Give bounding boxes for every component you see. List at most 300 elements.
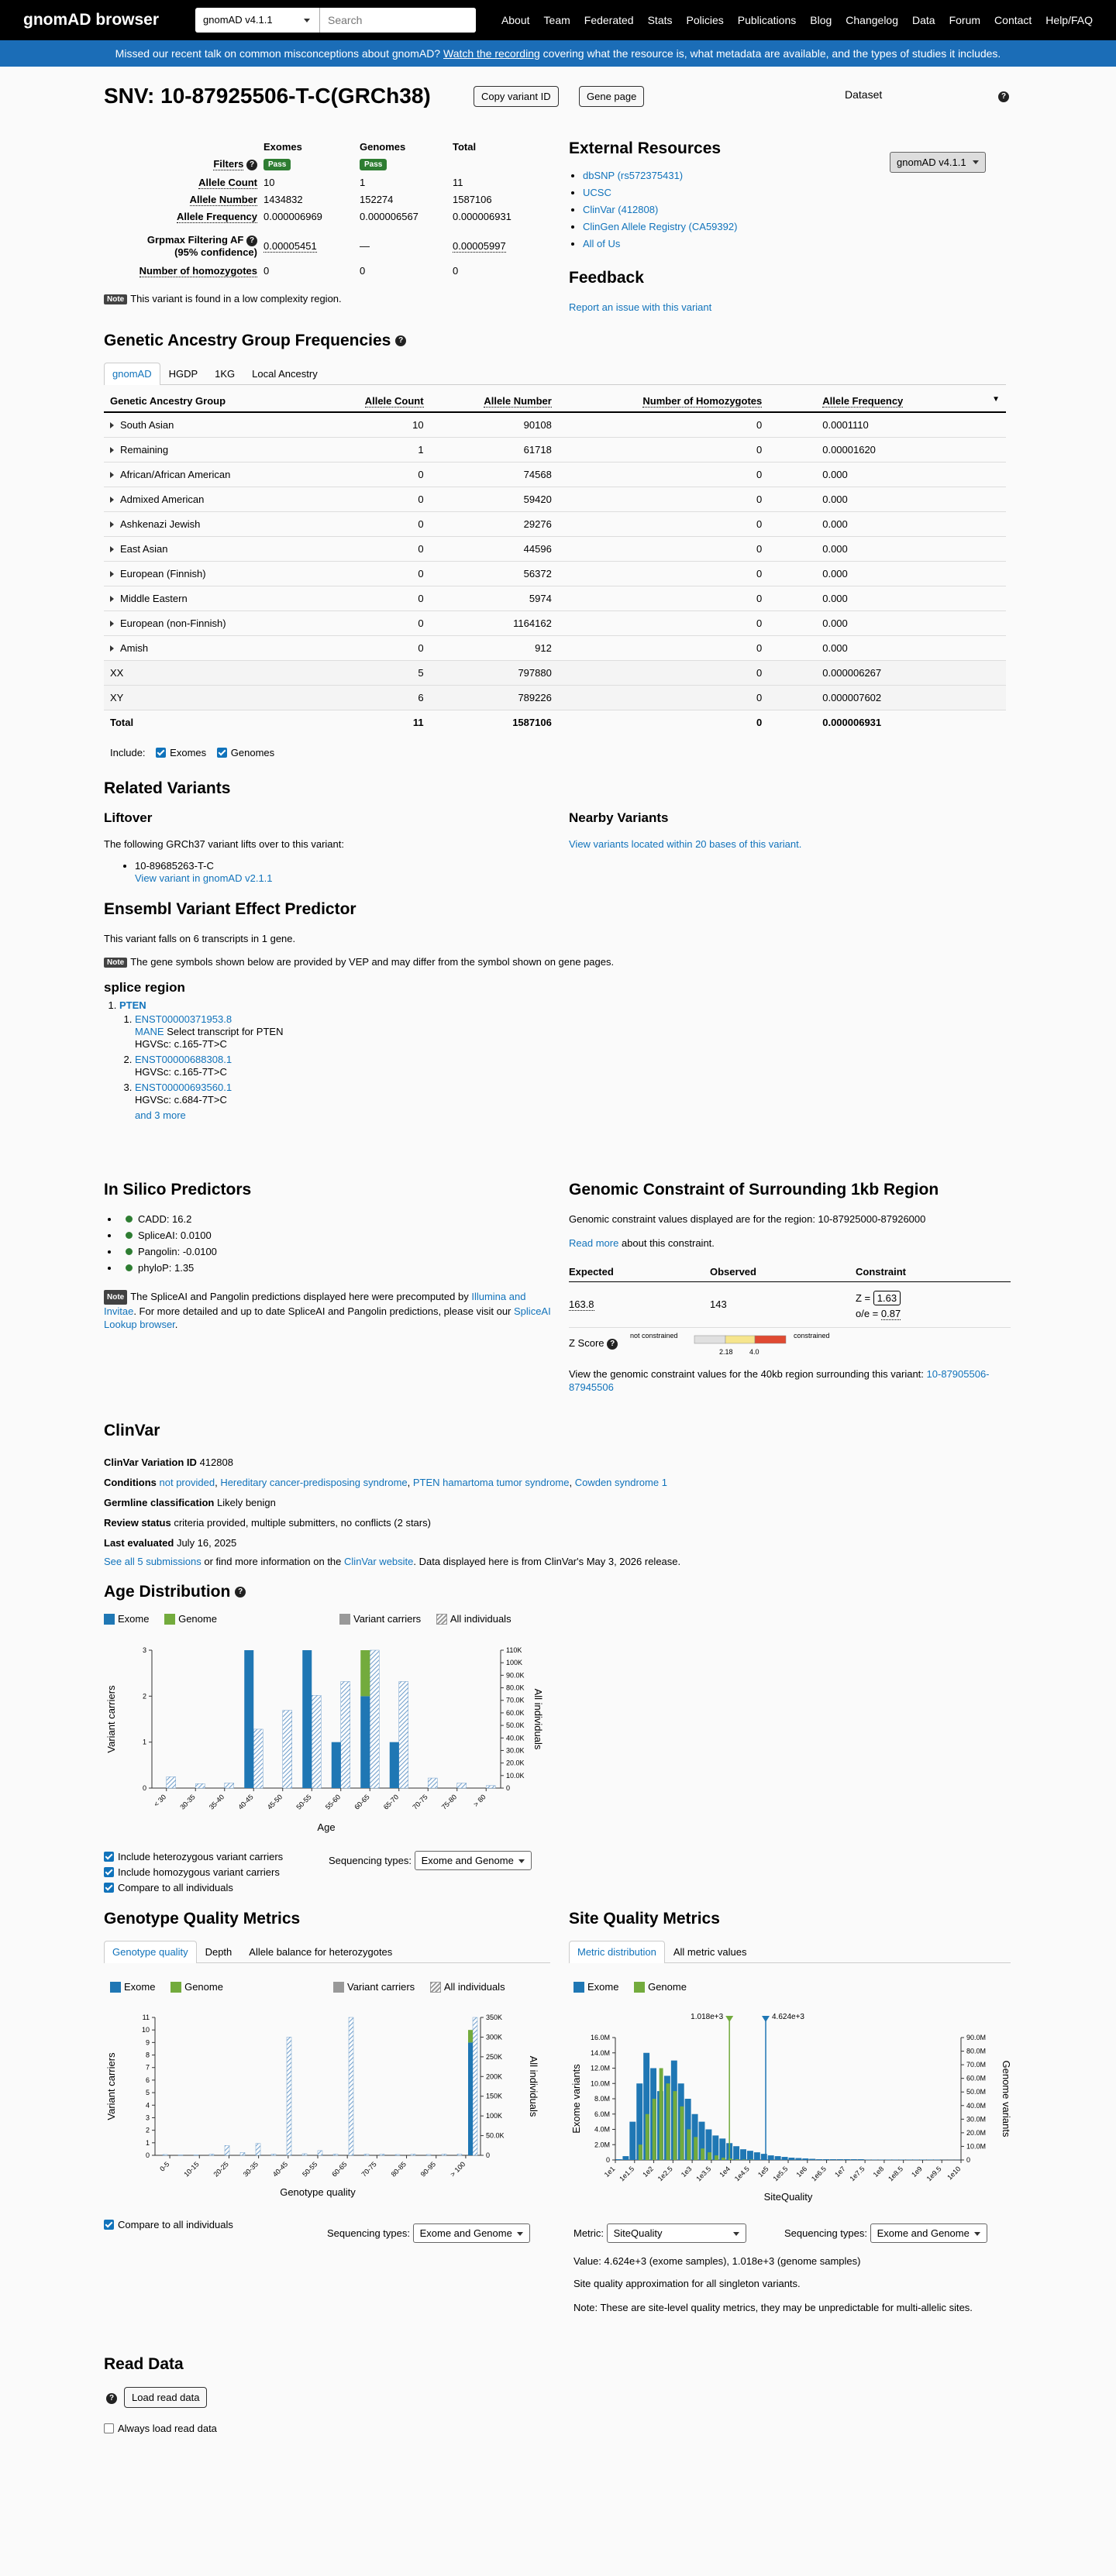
nav-about[interactable]: About xyxy=(501,14,530,26)
ancestry-row[interactable] xyxy=(104,487,1006,511)
nav-forum[interactable]: Forum xyxy=(949,14,981,26)
cell-homozygotes: 0 xyxy=(558,660,768,685)
y-tick-label: 12.0M xyxy=(590,2064,610,2072)
cell-homozygotes: 0 xyxy=(558,412,768,437)
nav-data[interactable]: Data xyxy=(912,14,935,26)
gq-seq-types: Sequencing types: Exome and Genome xyxy=(327,2223,530,2243)
all-individuals-bar xyxy=(209,2154,214,2155)
cell-group: European (non-Finnish) xyxy=(104,610,316,635)
mane-link[interactable]: MANE xyxy=(135,1026,164,1037)
age-seq-select[interactable]: Exome and Genome xyxy=(415,1851,532,1870)
expand-icon[interactable] xyxy=(110,472,117,478)
exome-bar xyxy=(747,2151,753,2160)
condition-link-1[interactable]: not provided xyxy=(159,1477,215,1488)
x-tick-label: 35-40 xyxy=(207,1793,226,1811)
illumina-link[interactable]: Illumina and Invitae xyxy=(104,1291,526,1317)
cell-allele-frequency: 0.000 xyxy=(768,536,1006,561)
ancestry-row[interactable] xyxy=(104,437,1006,462)
y-tick-label: 8 xyxy=(145,2051,150,2059)
all-individuals-bar xyxy=(370,1650,379,1788)
cell-allele-frequency: 0.000 xyxy=(768,462,1006,487)
search-input[interactable] xyxy=(320,8,476,33)
y2-tick-label: 0 xyxy=(486,2151,491,2159)
y-tick-label: 5 xyxy=(145,2089,150,2097)
cell-allele-count: 5 xyxy=(316,660,430,685)
all-individuals-bar xyxy=(457,1783,467,1788)
y2-tick-label: 40.0K xyxy=(506,1734,525,1742)
y2-tick-label: 80.0M xyxy=(966,2047,987,2055)
total-cell: 1587106 xyxy=(512,716,552,728)
tab-depth[interactable]: Depth xyxy=(205,1946,232,1958)
condition-link-3[interactable]: PTEN hamartoma tumor syndrome xyxy=(412,1477,570,1488)
tab-1kg[interactable]: 1KG xyxy=(215,368,236,380)
cadd-value: CADD: 16.2 xyxy=(138,1213,192,1225)
y2-axis-label: All individuals xyxy=(532,1688,544,1750)
th-expected: Expected xyxy=(569,1266,614,1278)
x-tick-label: > 80 xyxy=(472,1793,487,1808)
cadd-dot xyxy=(126,1216,133,1223)
sq-legend-exome: Exome xyxy=(574,1981,618,1993)
sq-note: Note: These are site-level quality metrics, they may be unpredictable for multi-allelic sites. xyxy=(574,2302,973,2313)
tab-hgdp[interactable]: HGDP xyxy=(168,368,198,380)
include-label: Include: xyxy=(110,747,146,758)
cell-allele-count: 0 xyxy=(316,511,430,536)
all-individuals-bar xyxy=(256,2144,260,2155)
cell-group: South Asian xyxy=(104,412,316,437)
x-tick-label: 1e2.5 xyxy=(656,2165,674,2183)
feedback-title: Feedback xyxy=(569,269,644,287)
cell-allele-number: 56372 xyxy=(430,561,558,586)
cell-allele-number: 912 xyxy=(430,635,558,660)
cell-homozygotes: 0 xyxy=(558,586,768,610)
ancestry-row[interactable] xyxy=(104,561,1006,586)
gq-legend-all: All individuals xyxy=(430,1981,505,1993)
y-tick-label: 4.0M xyxy=(594,2125,610,2134)
exome-bar xyxy=(332,1742,341,1788)
gq-title: Genotype Quality Metrics xyxy=(104,1910,301,1928)
x-tick-label: 1e1.5 xyxy=(618,2165,636,2183)
cell-group: XY xyxy=(104,685,316,710)
age-compare-checkbox[interactable]: Compare to all individuals xyxy=(104,1880,283,1896)
exome-bar xyxy=(719,2138,725,2160)
include-genomes-checkbox[interactable]: Genomes xyxy=(217,747,274,758)
y2-tick-label: 50.0M xyxy=(966,2088,987,2096)
insilico-list xyxy=(108,1213,217,1278)
nav-policies[interactable]: Policies xyxy=(686,14,724,26)
x-tick-label: 50-55 xyxy=(301,2160,319,2179)
expected-value: 163.8 xyxy=(569,1298,594,1310)
include-exomes-checkbox[interactable]: Exomes xyxy=(156,747,206,758)
tab-genotype-quality[interactable]: Genotype quality xyxy=(104,1941,197,1963)
liftover-text: The following GRCh37 variant lifts over to this variant: xyxy=(104,838,344,850)
gq-legend xyxy=(110,1981,223,1993)
exome-bar xyxy=(858,2159,864,2160)
y2-tick-label: 50.0K xyxy=(506,1721,525,1730)
exome-bar xyxy=(244,1650,253,1788)
age-chart xyxy=(104,1641,553,1842)
x-tick-label: 1e8 xyxy=(871,2165,886,2179)
ancestry-row[interactable] xyxy=(104,412,1006,437)
dataset-select[interactable]: gnomAD v4.1.1 xyxy=(890,152,986,173)
gene-page-button[interactable]: Gene page xyxy=(579,86,644,107)
cell-homozygotes: 0 xyxy=(558,462,768,487)
cell-allele-number: 59420 xyxy=(430,487,558,511)
y2-tick-label: 30.0M xyxy=(966,2115,987,2124)
expand-icon[interactable] xyxy=(110,497,117,503)
tab-all-metric-values[interactable]: All metric values xyxy=(673,1946,747,1958)
nav-stats[interactable]: Stats xyxy=(647,14,673,26)
genome-bar xyxy=(646,2114,649,2160)
low-complexity-note: Note This variant is found in a low complexity region. xyxy=(104,293,342,304)
gq-seq-select[interactable]: Exome and Genome xyxy=(413,2223,530,2243)
vep-gene-list xyxy=(119,999,283,1122)
tab-allele-balance[interactable]: Allele balance for heterozygotes xyxy=(249,1946,393,1958)
x-tick-label: 1e5.5 xyxy=(771,2165,790,2183)
x-tick-label: 30-35 xyxy=(178,1793,197,1811)
y-tick-label: 16.0M xyxy=(590,2034,610,2041)
tab-gnomad[interactable]: gnomAD xyxy=(104,363,160,385)
exome-bar xyxy=(851,2159,857,2160)
expand-icon[interactable] xyxy=(110,596,117,602)
y2-tick-label: 250K xyxy=(486,2052,503,2061)
y2-tick-label: 60.0M xyxy=(966,2074,987,2082)
nearby-link[interactable]: View variants located within 20 bases of this variant. xyxy=(569,838,802,850)
read-data-help-icon[interactable]: ? xyxy=(106,2393,117,2404)
th-observed: Observed xyxy=(710,1266,756,1278)
zscore-not-constrained-label: not constrained xyxy=(630,1332,678,1340)
sq-title: Site Quality Metrics xyxy=(569,1910,720,1928)
transcript-link-2[interactable]: ENST00000688308.1 xyxy=(135,1054,232,1065)
cell-allele-count: 0 xyxy=(316,610,430,635)
y-axis-label: Variant carriers xyxy=(105,1685,117,1753)
y-tick-label: 2.0M xyxy=(594,2141,610,2149)
constraint-region-link[interactable]: 10-87905506-87945506 xyxy=(569,1368,990,1393)
genome-bar xyxy=(735,2159,739,2160)
sq-metric-select[interactable]: SiteQuality xyxy=(607,2223,746,2243)
all-individuals-bar xyxy=(240,2152,245,2155)
see-all-submissions-link[interactable]: See all 5 submissions xyxy=(104,1556,202,1567)
exome-bar xyxy=(789,2158,795,2160)
sq-desc: Site quality approximation for all singleton variants. xyxy=(574,2278,801,2289)
transcript-link-1[interactable]: ENST00000371953.8 xyxy=(135,1013,232,1025)
ancestry-tabs xyxy=(104,363,1006,385)
cell-group: XX xyxy=(104,660,316,685)
expand-icon[interactable] xyxy=(110,422,117,428)
exome-bar xyxy=(823,2159,829,2160)
sq-seq-types: Sequencing types: Exome and Genome xyxy=(784,2223,987,2243)
y-axis-label: Variant carriers xyxy=(105,2052,117,2120)
more-transcripts-link[interactable]: and 3 more xyxy=(135,1109,186,1121)
grpmax-help-icon[interactable]: ? xyxy=(246,236,257,246)
page-title: SNV: 10-87925506-T-C(GRCh38) xyxy=(104,84,431,108)
all-individuals-bar xyxy=(195,1783,205,1788)
all-individuals-bar xyxy=(283,1711,292,1788)
cell-allele-number: 44596 xyxy=(430,536,558,561)
all-individuals-bar xyxy=(364,2154,369,2155)
sq-legend-genome: Genome xyxy=(634,1981,687,1993)
af-genomes: 0.000006567 xyxy=(360,211,418,222)
x-tick-label: 1e8.5 xyxy=(887,2165,905,2183)
nav-publications[interactable]: Publications xyxy=(737,14,797,26)
external-links-list xyxy=(569,170,737,255)
ancestry-table xyxy=(104,390,1006,734)
cell-allele-number: 61718 xyxy=(430,437,558,462)
read-more-link[interactable]: Read more xyxy=(569,1237,619,1249)
ancestry-row[interactable] xyxy=(104,610,1006,635)
genome-bar xyxy=(687,2130,691,2161)
cell-allele-frequency: 0.000 xyxy=(768,511,1006,536)
y-tick-label: 6.0M xyxy=(594,2110,610,2118)
row-allele-frequency-label: Allele Frequency xyxy=(176,211,257,222)
y-tick-label: 0 xyxy=(142,1784,146,1792)
ancestry-title: Genetic Ancestry Group Frequencies ? xyxy=(104,332,406,350)
y2-tick-label: 40.0M xyxy=(966,2101,987,2110)
zscore-help-icon[interactable]: ? xyxy=(607,1339,618,1350)
ancestry-row[interactable] xyxy=(104,586,1006,610)
x-tick-label: 1e6 xyxy=(794,2165,809,2179)
y2-tick-label: 90.0K xyxy=(506,1671,525,1680)
transcript-list: 1. ENST00000371953.8 MANE Select transcript for PTEN HGVSc: c.165-7T>C 2. ENST00000688308.1 HGVSc: c.165-7T>C 3. ENST00000693560.1 HGVSc: c.684-7T>C and 3 more xyxy=(119,1013,283,1122)
y-tick-label: 14.0M xyxy=(590,2048,610,2057)
nav-blog[interactable]: Blog xyxy=(810,14,832,26)
zscore-constrained-label: constrained xyxy=(794,1332,830,1340)
exome-bar xyxy=(775,2156,781,2160)
cell-allele-number: 90108 xyxy=(430,412,558,437)
exome-bar xyxy=(809,2159,815,2160)
th-allele-number[interactable]: Allele Number xyxy=(430,390,558,412)
exome-bar xyxy=(768,2155,774,2160)
filters-help-icon[interactable]: ? xyxy=(246,160,257,170)
exome-bar xyxy=(740,2149,746,2160)
liftover-list xyxy=(121,860,273,890)
exome-bar xyxy=(622,2156,629,2160)
y2-tick-label: 150K xyxy=(486,2092,503,2100)
row-grpmax-label: Grpmax Filtering AF ? xyxy=(147,234,257,246)
cell-allele-number: 797880 xyxy=(430,660,558,685)
y2-tick-label: 20.0M xyxy=(966,2128,987,2137)
load-read-data-button[interactable]: Load read data xyxy=(124,2387,207,2408)
genome-bar xyxy=(694,2137,698,2160)
an-genomes: 152274 xyxy=(360,194,394,205)
clingen-link[interactable]: ClinGen Allele Registry (CA59392) xyxy=(583,221,738,232)
gq-compare-checkbox[interactable]: Compare to all individuals xyxy=(104,2219,233,2230)
dbsnp-link[interactable]: dbSNP (rs572375431) xyxy=(583,170,684,181)
x-tick-label: 55-60 xyxy=(323,1793,343,1811)
gene-link-pten[interactable]: PTEN xyxy=(119,999,146,1011)
copy-variant-id-button[interactable]: Copy variant ID xyxy=(474,86,559,107)
ancestry-row[interactable] xyxy=(104,462,1006,487)
cell-group: Ashkenazi Jewish xyxy=(104,511,316,536)
include-controls xyxy=(110,747,274,758)
cell-allele-frequency: 0.0001110 xyxy=(768,412,1006,437)
read-data-title: Read Data xyxy=(104,2355,184,2373)
all-individuals-bar xyxy=(225,2145,229,2155)
grpmax-genomes: — xyxy=(360,240,370,252)
nearby-title: Nearby Variants xyxy=(569,810,669,825)
y2-tick-label: 80.0K xyxy=(506,1684,525,1692)
cell-allele-number: 1164162 xyxy=(430,610,558,635)
exome-bar xyxy=(795,2158,801,2160)
spliceai-value: SpliceAI: 0.0100 xyxy=(138,1230,212,1241)
expand-icon[interactable] xyxy=(110,621,117,627)
y-tick-label: 9 xyxy=(145,2038,150,2047)
y2-tick-label: 50.0K xyxy=(486,2131,505,2140)
age-legend xyxy=(104,1613,217,1625)
expand-icon[interactable] xyxy=(110,521,117,528)
y-tick-label: 2 xyxy=(142,1692,146,1701)
dataset-help-icon[interactable]: ? xyxy=(998,91,1009,102)
x-axis-label: Genotype quality xyxy=(280,2186,356,2198)
constraint-title: Genomic Constraint of Surrounding 1kb Region xyxy=(569,1181,939,1199)
expand-icon[interactable] xyxy=(110,571,117,577)
x-tick-label: 65-70 xyxy=(381,1793,401,1811)
expand-icon[interactable] xyxy=(110,645,117,652)
cell-allele-number: 29276 xyxy=(430,511,558,536)
legend-exome: Exome xyxy=(104,1613,149,1625)
genome-bar xyxy=(660,2069,663,2161)
x-tick-label: 1e4 xyxy=(718,2165,732,2179)
x-tick-label: 1e1 xyxy=(602,2165,617,2179)
nav-federated[interactable]: Federated xyxy=(584,14,634,26)
expand-icon[interactable] xyxy=(110,546,117,552)
banner-link[interactable]: Watch the recording xyxy=(443,47,540,60)
report-issue-link[interactable]: Report an issue with this variant xyxy=(569,301,712,313)
grpmax-exomes: 0.00005451 xyxy=(264,240,317,252)
exome-bar xyxy=(616,2159,622,2160)
cell-allele-count: 0 xyxy=(316,561,430,586)
x-tick-label: 1e9 xyxy=(910,2165,924,2179)
cell-group: Remaining xyxy=(104,437,316,462)
nav-contact[interactable]: Contact xyxy=(994,14,1032,26)
cell-homozygotes: 0 xyxy=(558,536,768,561)
last-evaluated: July 16, 2025 xyxy=(176,1537,237,1549)
x-tick-label: 90-95 xyxy=(418,2160,438,2179)
all-individuals-bar xyxy=(253,1729,263,1788)
ancestry-row xyxy=(104,685,1006,710)
search-dataset-select[interactable]: gnomAD v4.1.1 xyxy=(195,8,320,33)
announcement-banner xyxy=(0,40,1116,67)
liftover-title: Liftover xyxy=(104,810,153,825)
total-cell: Total xyxy=(110,716,134,728)
y2-axis-label: All individuals xyxy=(528,2055,539,2117)
gq-legend-carriers: Variant carriers xyxy=(333,1981,415,1993)
include-hom-checkbox[interactable]: Include homozygous variant carriers xyxy=(104,1865,283,1880)
clinvar-details: ClinVar Variation ID 412808 Conditions not provided, Hereditary cancer-predisposing syndrome, PTEN hamartoma tumor syndrome, Cowden syndrome 1 Germline classification Likely benign Review status criteria provided, multiple submitters, no conflicts (2 stars) Last evaluated July 16, 2025 xyxy=(104,1457,667,1549)
z-value: Z = 1.63 xyxy=(856,1292,901,1304)
clinvar-website-link[interactable]: ClinVar website xyxy=(344,1556,414,1567)
legend-all-individuals: All individuals xyxy=(436,1613,512,1625)
gq-legend-2 xyxy=(333,1981,505,1993)
ancestry-row[interactable] xyxy=(104,511,1006,536)
y2-tick-label: 350K xyxy=(486,2014,503,2021)
ac-exomes: 10 xyxy=(264,177,275,188)
nav-team[interactable]: Team xyxy=(543,14,570,26)
condition-link-4[interactable]: Cowden syndrome 1 xyxy=(574,1477,667,1488)
all-individuals-bar xyxy=(428,1778,437,1788)
row-filters-label: Filters ? xyxy=(213,158,257,170)
liftover-link[interactable]: View variant in gnomAD v2.1.1 xyxy=(135,872,273,884)
genome-bar xyxy=(708,2152,711,2160)
zscore-tick-1: 2.18 xyxy=(719,1348,733,1356)
x-tick-label: 45-50 xyxy=(265,1793,284,1811)
ancestry-row[interactable] xyxy=(104,536,1006,561)
always-load-checkbox[interactable]: Always load read data xyxy=(104,2423,217,2434)
ancestry-row[interactable] xyxy=(104,635,1006,660)
y2-axis-label: Genome variants xyxy=(1001,2060,1012,2137)
cell-allele-frequency: 0.000007602 xyxy=(768,685,1006,710)
y2-tick-label: 10.0K xyxy=(506,1771,525,1780)
vep-text: This variant falls on 6 transcripts in 1 gene. xyxy=(104,933,296,944)
genome-bar xyxy=(468,2030,473,2042)
y2-tick-label: 10.0M xyxy=(966,2142,987,2151)
ucsc-link[interactable]: UCSC xyxy=(583,187,611,198)
cell-allele-number: 789226 xyxy=(430,685,558,710)
all-individuals-bar xyxy=(225,1783,234,1788)
exome-marker-label: 4.624e+3 xyxy=(772,2013,805,2021)
row-allele-count-label: Allele Count xyxy=(198,177,257,188)
sort-desc-icon: ▼ xyxy=(992,395,1000,404)
ancestry-help-icon[interactable]: ? xyxy=(395,335,406,346)
transcript-link-3[interactable]: ENST00000693560.1 xyxy=(135,1082,232,1093)
banner-text-post: covering what the resource is, what metadata are available, and the types of studies it includes. xyxy=(542,47,1001,60)
th-allele-frequency[interactable]: Allele Frequency ▼ xyxy=(768,390,1006,412)
sq-value-text: Value: 4.624e+3 (exome samples), 1.018e+3 (genome samples) xyxy=(574,2255,861,2267)
exome-bar xyxy=(468,2042,473,2155)
col-total: Total xyxy=(453,141,477,153)
condition-link-2[interactable]: Hereditary cancer-predisposing syndrome xyxy=(220,1477,408,1488)
all-individuals-bar xyxy=(341,1681,350,1788)
all-individuals-bar xyxy=(302,2154,307,2155)
clinvar-link[interactable]: ClinVar (412808) xyxy=(583,204,659,215)
y2-tick-label: 90.0M xyxy=(966,2034,987,2041)
tab-local-ancestry[interactable]: Local Ancestry xyxy=(252,368,318,380)
main-nav xyxy=(501,14,1093,26)
spliceai-lookup-link[interactable]: SpliceAI Lookup browser xyxy=(104,1305,551,1330)
brand-logo[interactable]: gnomAD browser xyxy=(23,11,160,29)
row-grpmax-label2: (95% confidence) xyxy=(174,246,257,258)
genome-marker-label: 1.018e+3 xyxy=(691,2013,724,2021)
insilico-note: Note The SpliceAI and Pangolin predictions displayed here were precomputed by Illumina and Invitae. For more detailed and up to date SpliceAI and Pangolin predictions, please visit our SpliceAI Lookup browser. xyxy=(104,1291,551,1330)
nav-help[interactable]: Help/FAQ xyxy=(1045,14,1093,26)
exome-bar xyxy=(844,2159,850,2160)
sq-seq-select[interactable]: Exome and Genome xyxy=(870,2223,987,2243)
cell-group: African/African American xyxy=(104,462,316,487)
exome-bar xyxy=(816,2159,822,2160)
external-resources-title: External Resources xyxy=(569,139,722,157)
age-help-icon[interactable]: ? xyxy=(235,1587,246,1598)
all-individuals-bar xyxy=(312,1695,321,1788)
liftover-variant: 10-89685263-T-C xyxy=(135,860,214,872)
cell-homozygotes: 0 xyxy=(558,635,768,660)
x-axis-label: Age xyxy=(317,1821,336,1833)
all-of-us-link[interactable]: All of Us xyxy=(583,238,621,249)
ancestry-table-body xyxy=(104,412,1006,734)
pangolin-dot xyxy=(126,1248,133,1255)
col-genomes: Genomes xyxy=(360,141,406,153)
th-homozygotes[interactable]: Number of Homozygotes xyxy=(558,390,768,412)
th-group[interactable]: Genetic Ancestry Group xyxy=(104,390,316,412)
cell-homozygotes: 0 xyxy=(558,610,768,635)
sq-tabs xyxy=(569,1941,1011,1963)
expand-icon[interactable] xyxy=(110,447,117,453)
th-allele-count[interactable]: Allele Count xyxy=(316,390,430,412)
include-het-checkbox[interactable]: Include heterozygous variant carriers xyxy=(104,1849,283,1865)
tab-metric-distribution[interactable]: Metric distribution xyxy=(569,1941,665,1963)
cell-allele-count: 0 xyxy=(316,487,430,511)
nav-changelog[interactable]: Changelog xyxy=(846,14,899,26)
all-individuals-bar xyxy=(486,1786,495,1788)
x-tick-label: 1e7.5 xyxy=(848,2165,866,2183)
